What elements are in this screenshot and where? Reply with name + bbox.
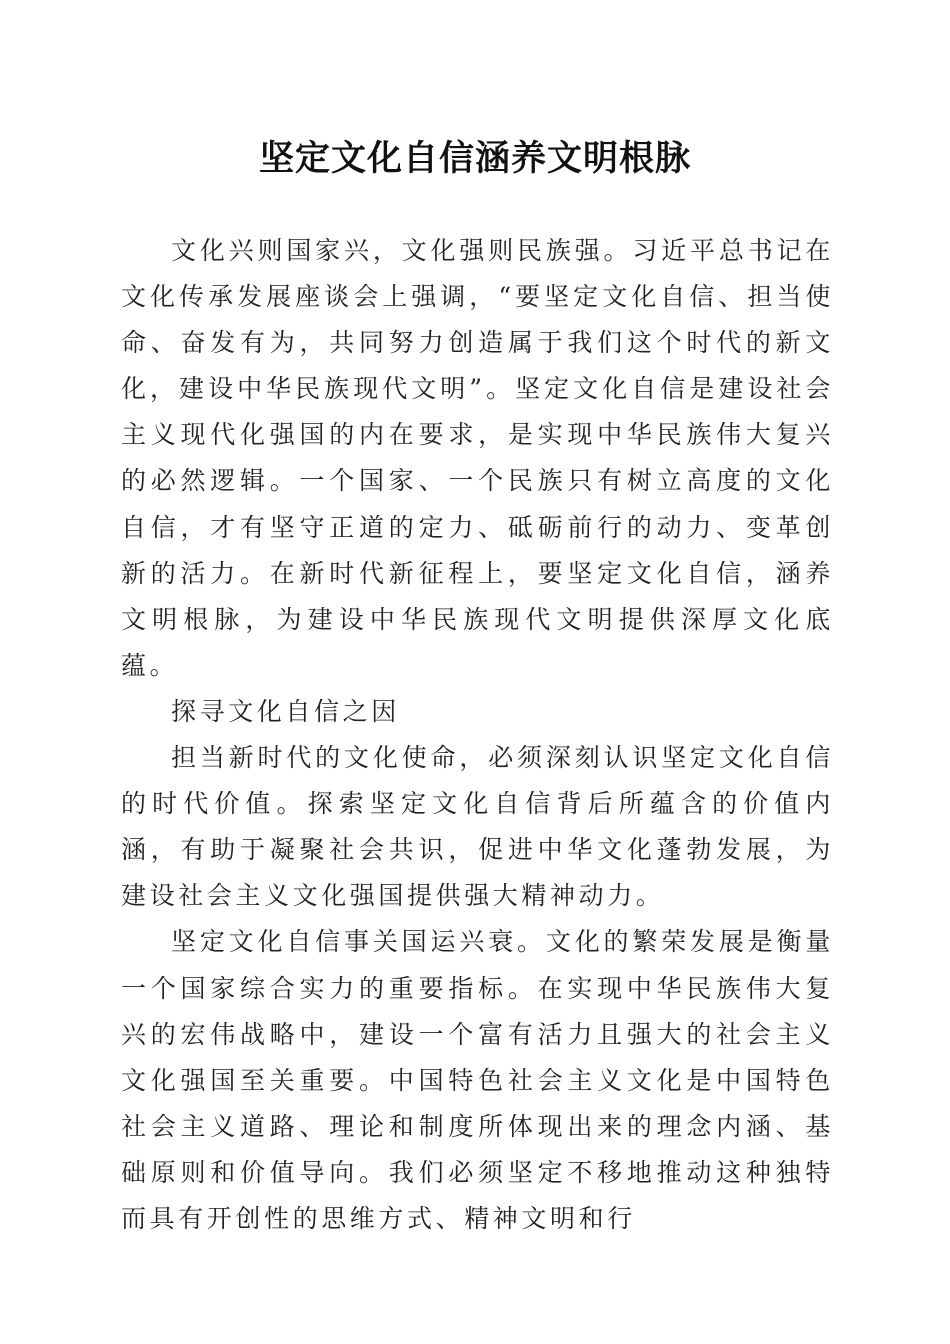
document-body (121, 228, 834, 1242)
paragraph-mission: 担当新时代的文化使命，必须深刻认识坚定文化自信的时代价值。探索坚定文化自信背后所蕴含的价值内涵，有助于凝聚社会共识，促进中华文化蓬勃发展，为建设社会主义文化强国提供强大精神动力。 (121, 743, 834, 911)
paragraph-national-fate: 坚定文化自信事关国运兴衰。文化的繁荣发展是衡量一个国家综合实力的重要指标。在实现中华民族伟大复兴的宏伟战略中，建设一个富有活力且强大的社会主义文化强国至关重要。中国特色社会主义文化是中国特色社会主义道路、理论和制度所体现出来的理念内涵、基础原则和价值导向。我们必须坚定不移地推动这种独特而具有开创性的思维方式、精神文明和行 (121, 927, 834, 1233)
paragraph-intro: 文化兴则国家兴，文化强则民族强。习近平总书记在文化传承发展座谈会上强调，“要坚定文化自信、担当使命、奋发有为，共同努力创造属于我们这个时代的新文化，建设中华民族现代文明”。坚定文化自信是建设社会主义现代化强国的内在要求，是实现中华民族伟大复兴的必然逻辑。一个国家、一个民族只有树立高度的文化自信，才有坚守正道的定力、砥砺前行的动力、变革创新的活力。在新时代新征程上，要坚定文化自信，涵养文明根脉，为建设中华民族现代文明提供深厚文化底蕴。 (121, 236, 834, 680)
document-title: 坚定文化自信涵养文明根脉 (258, 138, 691, 179)
section-heading: 探寻文化自信之因 (171, 696, 400, 726)
